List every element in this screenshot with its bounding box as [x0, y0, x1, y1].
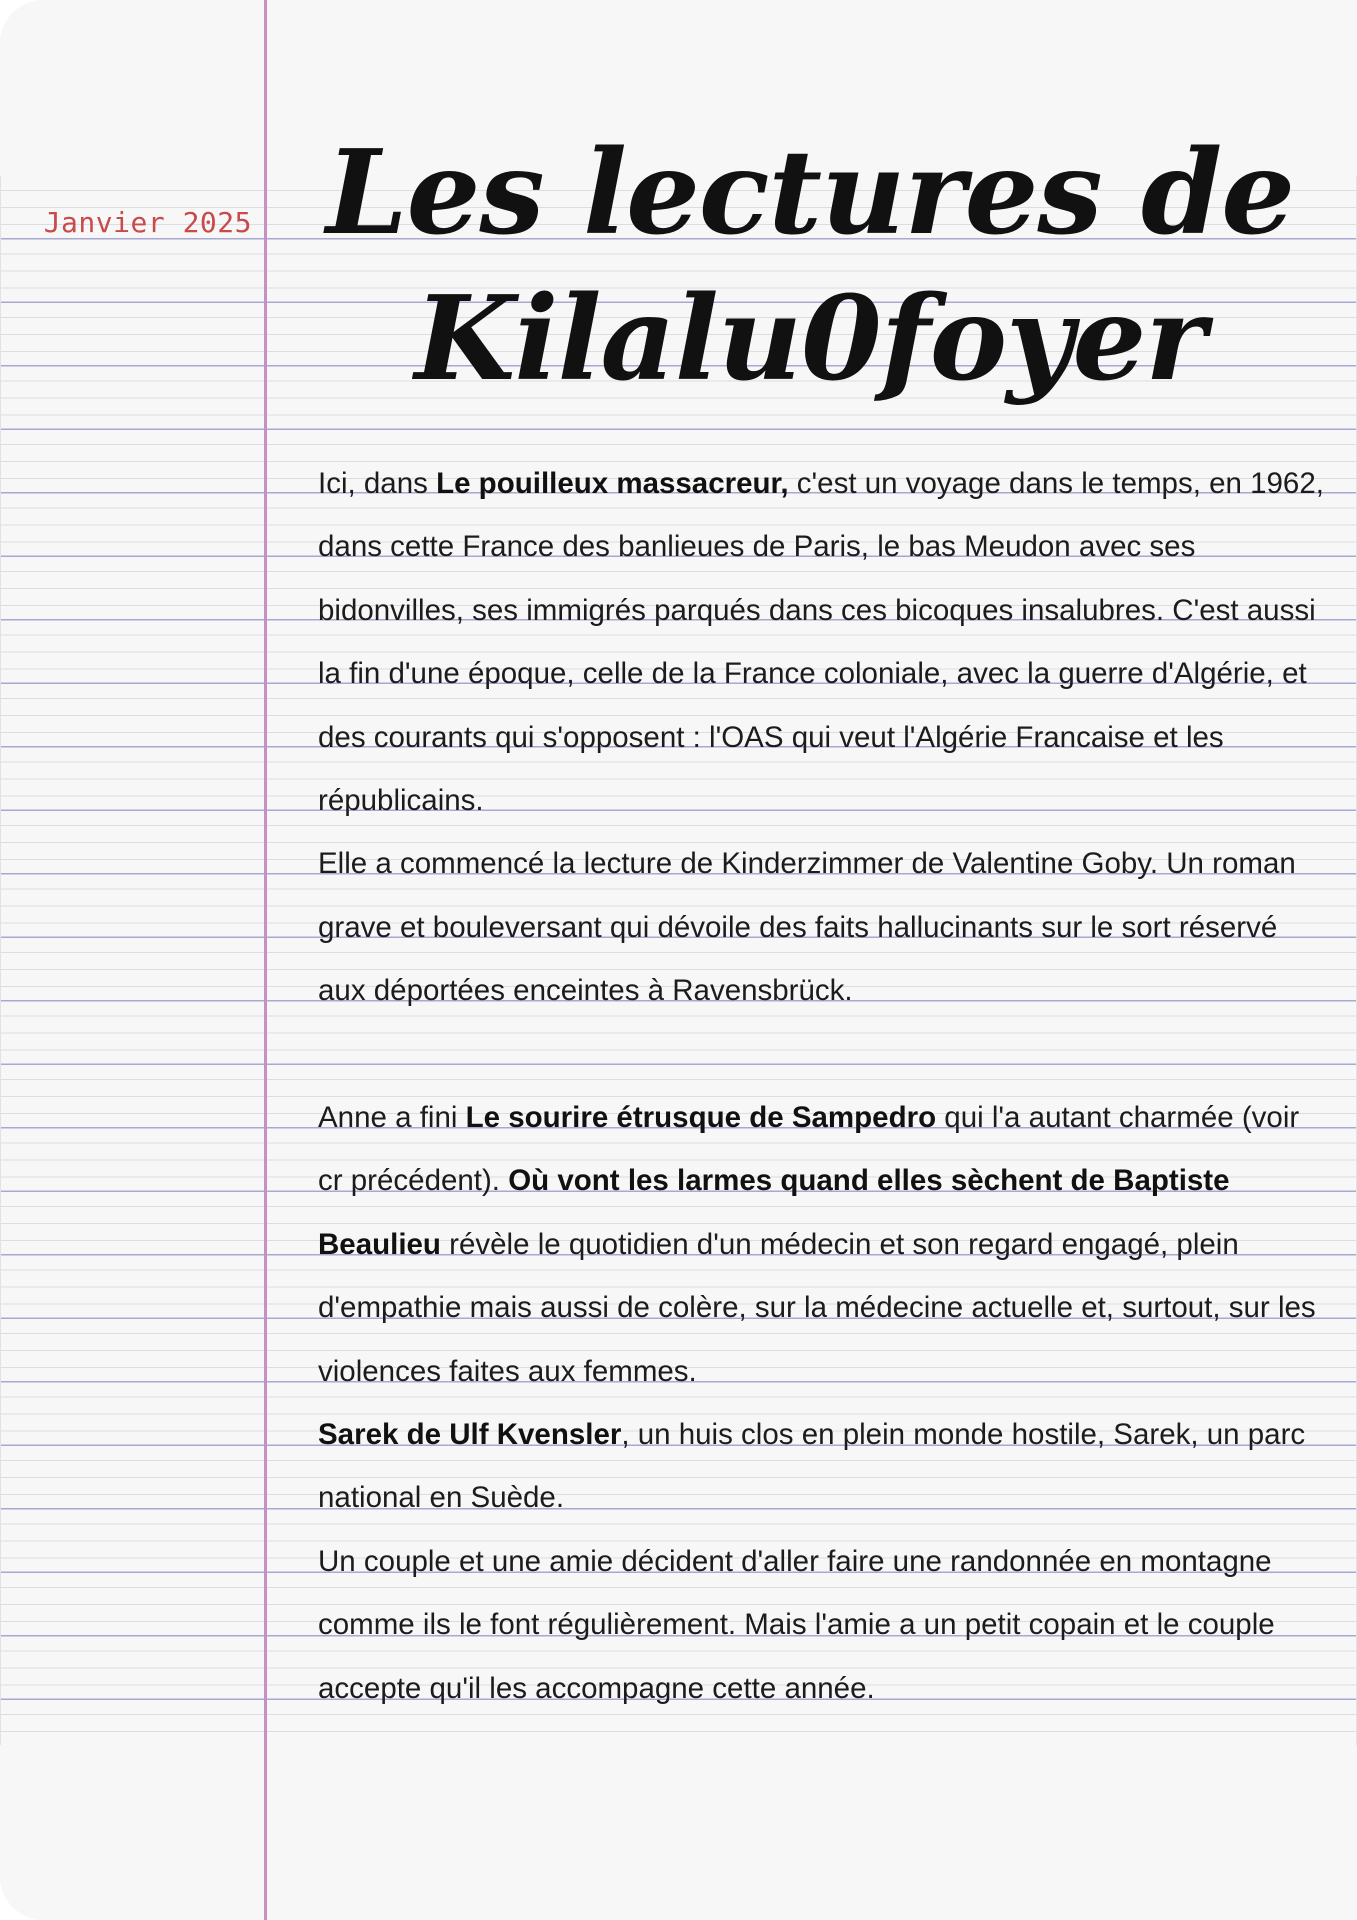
title-line-2: Kilalu0foyer: [414, 271, 1206, 407]
book-title: Sarek de Ulf Kvensler: [318, 1418, 622, 1452]
text-run: Un couple et une amie décident d'aller faire une randonnée en montagne comme ils le font régulièrement. Mais l'amie a un petit copain et le couple accepte qu'il les accompagne cette année.: [318, 1544, 1275, 1705]
text-run: , un huis clos en plein monde hostile, Sarek, un parc national en Suède.: [318, 1418, 1306, 1515]
text-run: qui l'a autant charmée (voir cr précédent).: [318, 1101, 1300, 1198]
book-title: Le pouilleux massacreur,: [436, 467, 789, 500]
page-title: [300, 120, 1320, 412]
title-line-1: Les lectures de: [326, 125, 1294, 261]
blank-line: [318, 1023, 1328, 1086]
paragraph-4: [318, 1403, 1328, 1530]
book-title: Le sourire étrusque de Sampedro: [465, 1101, 937, 1135]
text-run: révèle le quotidien d'un médecin et son regard engagé, plein d'empathie mais aussi de colère, sur la médecine actuelle et, surtout, sur les violences faites aux femmes.: [318, 1227, 1316, 1388]
text-run: Anne a fini: [318, 1101, 466, 1135]
date-label: Janvier 2025: [43, 206, 252, 239]
margin-line: [264, 0, 267, 1920]
paragraph-2: [318, 832, 1328, 1022]
book-title: Où vont les larmes quand elles sèchent de Baptiste Beaulieu: [318, 1164, 1230, 1261]
paragraph-1: [318, 452, 1328, 832]
paragraph-3: [318, 1086, 1328, 1403]
text-run: c'est un voyage dans le temps, en 1962, dans cette France des banlieues de Paris, le bas Meudon avec ses bidonvilles, ses immigrés parqués dans ces bicoques insalubres. C'est aussi la fin d'une époque, celle de la France coloniale, avec la guerre d'Algérie, et des courants qui s'opposent : l'OAS qui veut l'Algérie Francaise et les républicains.: [318, 467, 1324, 818]
paragraph-5: [318, 1530, 1328, 1720]
text-run: Ici, dans: [318, 467, 437, 500]
bottom-margin-area: [0, 1745, 1357, 1920]
text-run: Elle a commencé la lecture de Kinderzimmer de Valentine Goby. Un roman grave et bouleversant qui dévoile des faits hallucinants sur le sort réservé aux déportées enceintes à Ravensbrück.: [318, 847, 1296, 1008]
body-text: [318, 452, 1328, 1720]
